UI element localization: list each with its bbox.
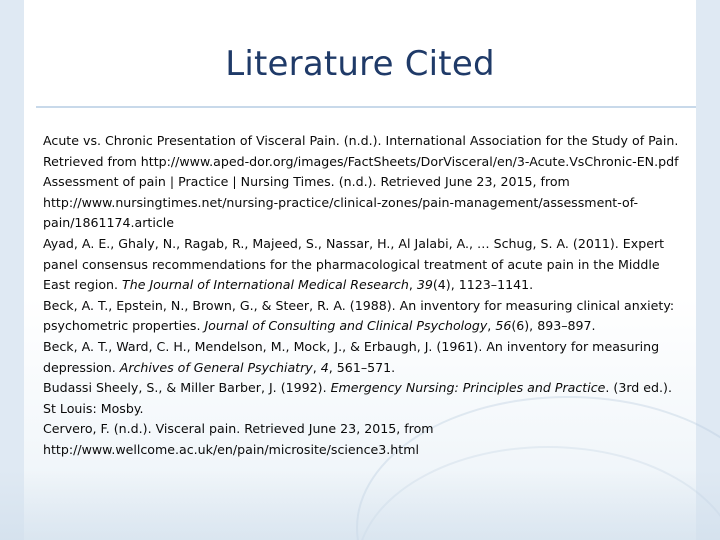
reference-italic-text: Journal of Consulting and Clinical Psychology bbox=[204, 318, 488, 334]
reference-text: , bbox=[312, 359, 321, 375]
reference-item bbox=[43, 337, 683, 378]
reference-italic-text: Archives of General Psychiatry bbox=[119, 359, 313, 375]
reference-item bbox=[43, 234, 683, 296]
reference-text: , 561–571. bbox=[328, 359, 396, 375]
reference-text: , bbox=[487, 318, 496, 334]
reference-list bbox=[43, 131, 683, 461]
reference-text: , bbox=[408, 277, 417, 293]
reference-text: (4), 1123–1141. bbox=[432, 277, 534, 293]
reference-text: Beck, A. T., Epstein, N., Brown, G., & Steer, R. A. (1988). An inventory for measuring clinical anxiety: psychometric properties. bbox=[43, 297, 675, 334]
slide-title: Literature Cited bbox=[225, 44, 495, 84]
title-divider bbox=[36, 106, 696, 108]
reference-text: Ayad, A. E., Ghaly, N., Ragab, R., Majeed, S., Nassar, H., Al Jalabi, A., … Schug, S. A. (2011). Expert panel consensus recommendations for the pharmacological treatment of acute pain in the Middle East region. bbox=[43, 235, 665, 293]
reference-italic-text: 4 bbox=[320, 359, 329, 375]
reference-item bbox=[43, 296, 683, 337]
reference-italic-text: Emergency Nursing: Principles and Practice bbox=[330, 380, 606, 396]
reference-text: Acute vs. Chronic Presentation of Visceral Pain. (n.d.). International Association for the Study of Pain. Retrieved from http://www.aped-dor.org/images/FactSheets/DorVisceral/en/3-Acute.VsChronic-EN.pdf bbox=[43, 133, 679, 169]
reference-text: Cervero, F. (n.d.). Visceral pain. Retrieved June 23, 2015, from http://www.wellcome.ac.uk/en/pain/microsite/science3.html bbox=[43, 421, 434, 457]
reference-italic-text: 39 bbox=[416, 277, 433, 293]
reference-item bbox=[43, 378, 683, 419]
reference-text: . (3rd ed.). St Louis: Mosby. bbox=[43, 380, 672, 416]
reference-italic-text: 56 bbox=[495, 318, 512, 334]
reference-text: Budassi Sheely, S., & Miller Barber, J. (1992). bbox=[43, 380, 331, 396]
reference-italic-text: The Journal of International Medical Research bbox=[122, 277, 409, 293]
reference-item bbox=[43, 131, 683, 172]
reference-text: Assessment of pain | Practice | Nursing Times. (n.d.). Retrieved June 23, 2015, from http://www.nursingtimes.net/nursing-practice/clinical-zones/pain-management/assessment-of-pain/1861174.article bbox=[43, 174, 639, 231]
reference-item bbox=[43, 172, 683, 234]
reference-text: Beck, A. T., Ward, C. H., Mendelson, M., Mock, J., & Erbaugh, J. (1961). An inventory for measuring depression. bbox=[43, 338, 660, 375]
reference-item bbox=[43, 419, 683, 460]
reference-text: (6), 893–897. bbox=[511, 318, 596, 334]
background-bottom-fade bbox=[0, 470, 720, 540]
